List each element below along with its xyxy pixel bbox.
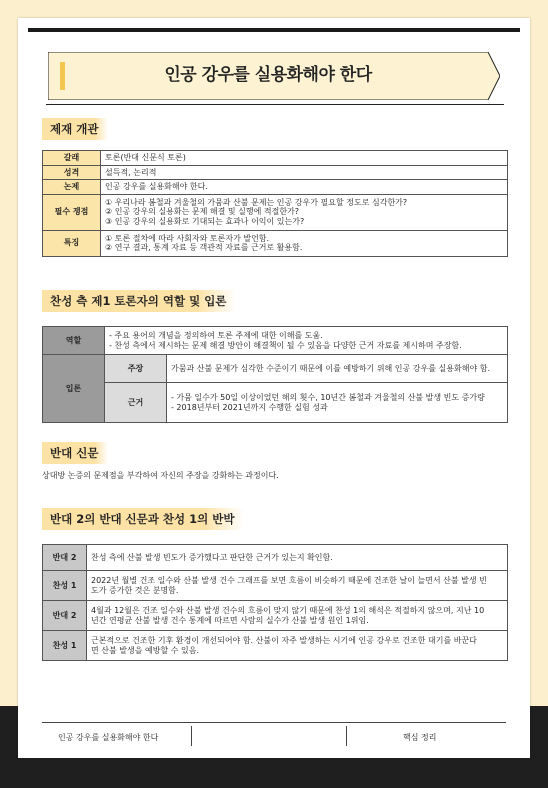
rebuttal-row-content	[87, 571, 508, 601]
footer-divider	[346, 726, 347, 746]
overview-row-content	[101, 151, 508, 166]
rebuttal-row	[43, 545, 508, 571]
overview-row-content	[101, 180, 508, 195]
overview-row-content	[101, 194, 508, 230]
footer-divider	[191, 726, 192, 746]
footer-rule	[42, 722, 506, 723]
top-rule	[28, 28, 520, 32]
section-heading-first-speaker: 찬성 측 제1 토론자의 역할 및 입론	[42, 290, 236, 312]
claim-text: 가뭄과 산불 문제가 심각한 수준이기 때문에 이를 예방하기 위해 인공 강우를 실용화해야 함.	[167, 355, 508, 383]
overview-row-line: ① 토론 절차에 따라 사회자와 토론자가 발언함.	[105, 233, 270, 243]
overview-row-label: 성격	[43, 165, 101, 180]
rebuttal-row-label: 반대 2	[43, 601, 87, 631]
overview-row-line: ② 연구 결과, 통계 자료 등 객관적 자료를 근거로 활용함.	[105, 243, 303, 252]
overview-row	[43, 165, 508, 180]
role-cell	[105, 327, 508, 355]
overview-row-line: 토론(반대 신문식 토론)	[105, 153, 186, 162]
page-title: 인공 강우를 실용화해야 한다	[164, 65, 372, 85]
rebuttal-row	[43, 571, 508, 601]
rebuttal-row-content	[87, 545, 508, 571]
section-heading-cross-exam: 반대 신문	[42, 442, 108, 464]
overview-row-line: ③ 인공 강우의 실용화로 기대되는 효과나 이익이 있는가?	[105, 216, 305, 226]
rebuttal-row-line: 근본적으로 건조한 기후 환경이 개선되어야 함. 산불이 자주 발생하는 시기에 인공 강우로 건조한 대기를 바꾼다	[91, 636, 477, 645]
page	[18, 18, 530, 758]
overview-row-label: 갈래	[43, 151, 101, 166]
section-heading-rebuttal: 반대 2의 반대 신문과 찬성 1의 반박	[42, 508, 244, 530]
role-label: 역할	[43, 327, 105, 355]
evidence-cell	[167, 383, 508, 423]
argument-label: 입론	[43, 355, 105, 423]
overview-row-label: 논제	[43, 180, 101, 195]
section-heading-overview: 제재 개관	[42, 118, 108, 140]
rebuttal-row-line: 4월과 12월은 건조 일수와 산불 발생 건수의 흐름이 맞지 않기 때문에 찬성 1의 해석은 적절하지 않으며, 지난 10	[91, 606, 485, 615]
evidence-label: 근거	[105, 383, 167, 423]
rebuttal-row-line: 2022년 월별 건조 일수와 산불 발생 건수 그래프를 보면 흐름이 비슷하기 때문에 건조한 날이 늘면서 산불 발생 빈	[91, 576, 487, 585]
rebuttal-table	[42, 544, 508, 661]
overview-row	[43, 194, 508, 230]
rebuttal-row-content	[87, 601, 508, 631]
rebuttal-row	[43, 601, 508, 631]
claim-label: 주장	[105, 355, 167, 383]
overview-row	[43, 151, 508, 166]
evidence-line-2: - 2018년부터 2021년까지 수행한 실험 성과	[171, 402, 328, 412]
footer-section: 핵심 정리	[403, 733, 437, 742]
cross-exam-description: 상대방 논증의 문제점을 부각하여 자신의 주장을 강화하는 과정이다.	[42, 471, 279, 480]
overview-row-content	[101, 230, 508, 256]
overview-table	[42, 150, 508, 257]
rebuttal-row-line: 찬성 측에 산불 발생 빈도가 증가했다고 판단한 근거가 있는지 확인함.	[91, 552, 333, 562]
title-underline	[46, 104, 504, 105]
evidence-line-1: - 가뭄 일수가 50일 이상이었던 해의 횟수, 10년간 봄철과 겨울철의 산불 발생 빈도 증가량	[171, 393, 485, 402]
role-line-2: - 찬성 측에서 제시하는 문제 해결 방안이 해결책이 될 수 있음을 다양한 근거 자료를 제시하며 주장함.	[109, 340, 462, 350]
first-speaker-table	[42, 326, 508, 423]
role-line-1: - 주요 용어의 개념을 정의하여 토론 주제에 대한 이해를 도움.	[109, 331, 323, 340]
overview-row	[43, 180, 508, 195]
title-banner	[48, 52, 500, 100]
overview-row-line: 설득적, 논리적	[105, 167, 157, 177]
overview-row-content	[101, 165, 508, 180]
rebuttal-row-label: 반대 2	[43, 545, 87, 571]
rebuttal-row-label: 찬성 1	[43, 571, 87, 601]
overview-row-line: 인공 강우를 실용화해야 한다.	[105, 182, 208, 191]
rebuttal-row-content	[87, 631, 508, 661]
overview-row	[43, 230, 508, 256]
rebuttal-row-line: 도가 증가한 것은 분명함.	[91, 585, 179, 595]
rebuttal-row-label: 찬성 1	[43, 631, 87, 661]
overview-row-line: ② 인공 강우의 실용화는 문제 해결 및 실행에 적절한가?	[105, 207, 300, 217]
overview-row-line: ① 우리나라 봄철과 겨울철의 가뭄과 산불 문제는 인공 강우가 필요할 정도로 심각한가?	[105, 197, 408, 207]
rebuttal-row-line: 면 산불 발생을 예방할 수 있음.	[91, 645, 199, 655]
overview-row-label: 필수 쟁점	[43, 194, 101, 230]
footer-title: 인공 강우를 실용화해야 한다	[58, 733, 159, 742]
rebuttal-row-line: 년간 연평균 산불 발생 건수 통계에 따르면 사람의 실수가 산불 발생 원인 1위임.	[91, 615, 369, 625]
rebuttal-row	[43, 631, 508, 661]
overview-row-label: 특징	[43, 230, 101, 256]
